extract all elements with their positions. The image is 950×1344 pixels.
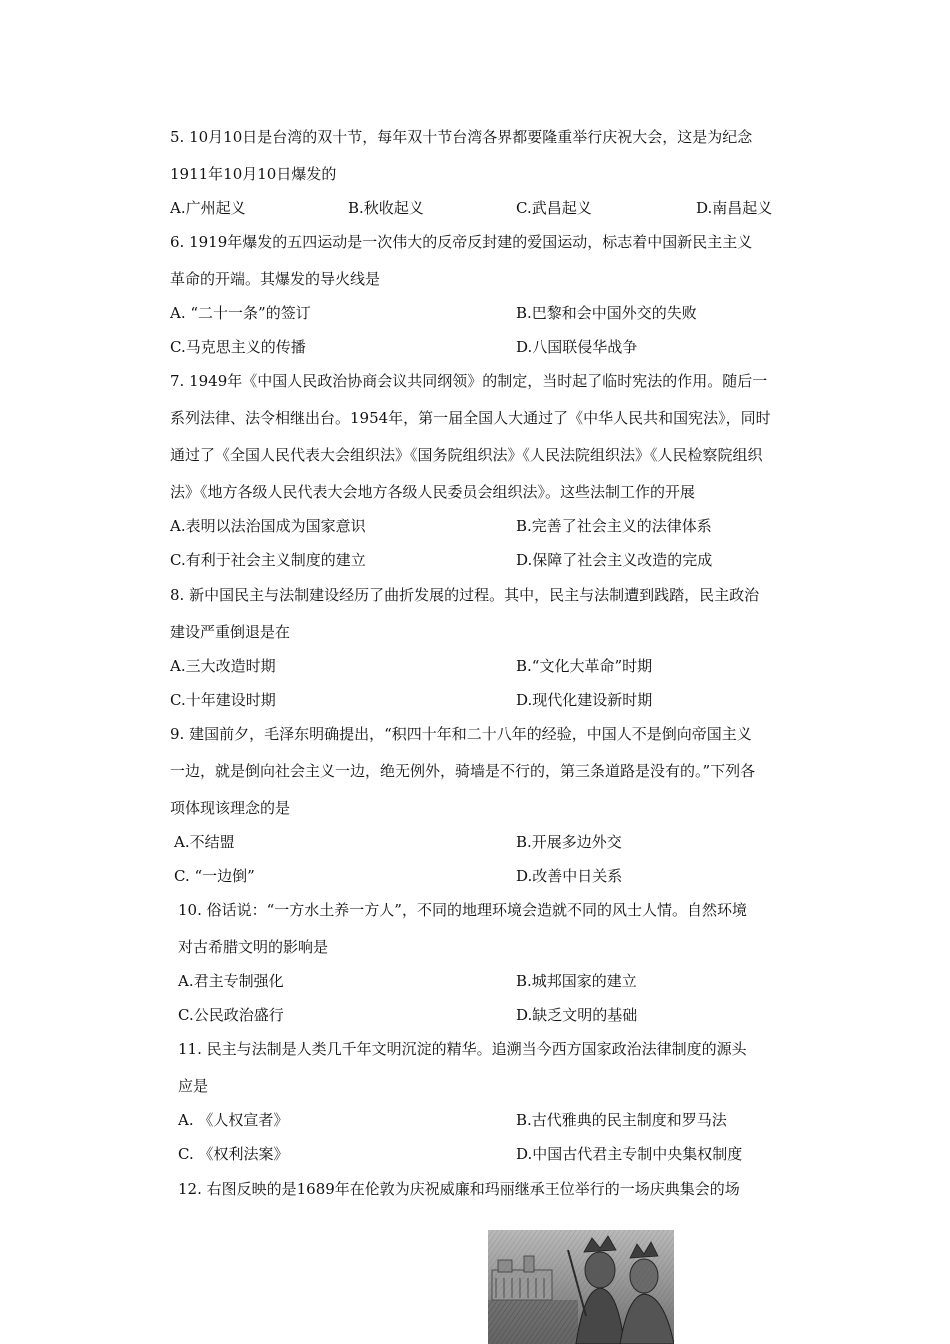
q6-option-b: B.巴黎和会中国外交的失败 — [516, 304, 697, 322]
q5-option-a: A.广州起义 — [170, 199, 246, 217]
q7-line-4: 法》《地方各级人民代表大会地方各级人民委员会组织法》。这些法制工作的开展 — [170, 483, 696, 501]
engraving-coronation-illustration-icon — [488, 1230, 674, 1344]
q8-option-d: D.现代化建设新时期 — [516, 691, 653, 709]
q7-option-d: D.保障了社会主义改造的完成 — [516, 551, 713, 569]
q5-line-2: 1911年10月10日爆发的 — [170, 165, 337, 183]
q11-option-b: B.古代雅典的民主制度和罗马法 — [516, 1111, 727, 1129]
q5-option-b: B.秋收起义 — [348, 199, 424, 217]
q12-line-1: 12. 右图反映的是1689年在伦敦为庆祝威廉和玛丽继承王位举行的一场庆典集会的场 — [178, 1180, 740, 1198]
q9-option-b: B.开展多边外交 — [516, 833, 622, 851]
q6-option-c: C.马克思主义的传播 — [170, 338, 306, 356]
q7-line-1: 7. 1949年《中国人民政治协商会议共同纲领》的制定，当时起了临时宪法的作用。随后一 — [170, 372, 768, 390]
q9-line-1: 9. 建国前夕，毛泽东明确提出，“积四十年和二十八年的经验，中国人不是倒向帝国主义 — [170, 725, 752, 743]
q10-line-2: 对古希腊文明的影响是 — [178, 938, 329, 956]
q8-option-b: B.“文化大革命”时期 — [516, 657, 653, 675]
q6-option-a: A. “二十一条”的签订 — [170, 304, 311, 322]
q7-option-a: A.表明以法治国成为国家意识 — [170, 517, 366, 535]
q9-line-2: 一边，就是倒向社会主义一边，绝无例外，骑墙是不行的，第三条道路是没有的。”下列各 — [170, 762, 756, 780]
q7-option-b: B.完善了社会主义的法律体系 — [516, 517, 712, 535]
q8-option-c: C.十年建设时期 — [170, 691, 276, 709]
q7-line-3: 通过了《全国人民代表大会组织法》《国务院组织法》《人民法院组织法》《人民检察院组织 — [170, 446, 763, 464]
q8-line-1: 8. 新中国民主与法制建设经历了曲折发展的过程。其中，民主与法制遭到践踏，民主政治 — [170, 586, 760, 604]
q5-option-c: C.武昌起义 — [516, 199, 592, 217]
q9-option-d: D.改善中日关系 — [516, 867, 623, 885]
q9-option-c: C. “一边倒” — [174, 867, 255, 885]
q11-option-a: A. 《人权宣者》 — [178, 1111, 289, 1129]
q11-line-1: 11. 民主与法制是人类几千年文明沉淀的精华。追溯当今西方国家政治法律制度的源头 — [178, 1040, 747, 1058]
q9-option-a: A.不结盟 — [174, 833, 235, 851]
q8-line-2: 建设严重倒退是在 — [170, 623, 291, 641]
q5-line-1: 5. 10月10日是台湾的双十节，每年双十节台湾各界都要隆重举行庆祝大会，这是为纪念 — [170, 128, 753, 146]
q11-option-c: C. 《权利法案》 — [178, 1145, 289, 1163]
q8-option-a: A.三大改造时期 — [170, 657, 276, 675]
q6-line-2: 革命的开端。其爆发的导火线是 — [170, 270, 381, 288]
q7-option-c: C.有利于社会主义制度的建立 — [170, 551, 366, 569]
q6-line-1: 6. 1919年爆发的五四运动是一次伟大的反帝反封建的爱国运动，标志着中国新民主主义 — [170, 233, 753, 251]
q10-option-c: C.公民政治盛行 — [178, 1006, 284, 1024]
q10-line-1: 10. 俗话说：“一方水土养一方人”，不同的地理环境会造就不同的风士人情。自然环境 — [178, 901, 747, 919]
q5-option-d: D.南昌起义 — [696, 199, 773, 217]
q10-option-d: D.缺乏文明的基础 — [516, 1006, 638, 1024]
q11-option-d: D.中国古代君主专制中央集权制度 — [516, 1145, 743, 1163]
q10-option-b: B.城邦国家的建立 — [516, 972, 637, 990]
q11-line-2: 应是 — [178, 1077, 209, 1095]
q9-line-3: 项体现该理念的是 — [170, 799, 291, 817]
q7-line-2: 系列法律、法令相继出台。1954年，第一届全国人大通过了《中华人民共和国宪法》，同时 — [170, 409, 771, 427]
q10-option-a: A.君主专制强化 — [178, 972, 284, 990]
q6-option-d: D.八国联侵华战争 — [516, 338, 638, 356]
